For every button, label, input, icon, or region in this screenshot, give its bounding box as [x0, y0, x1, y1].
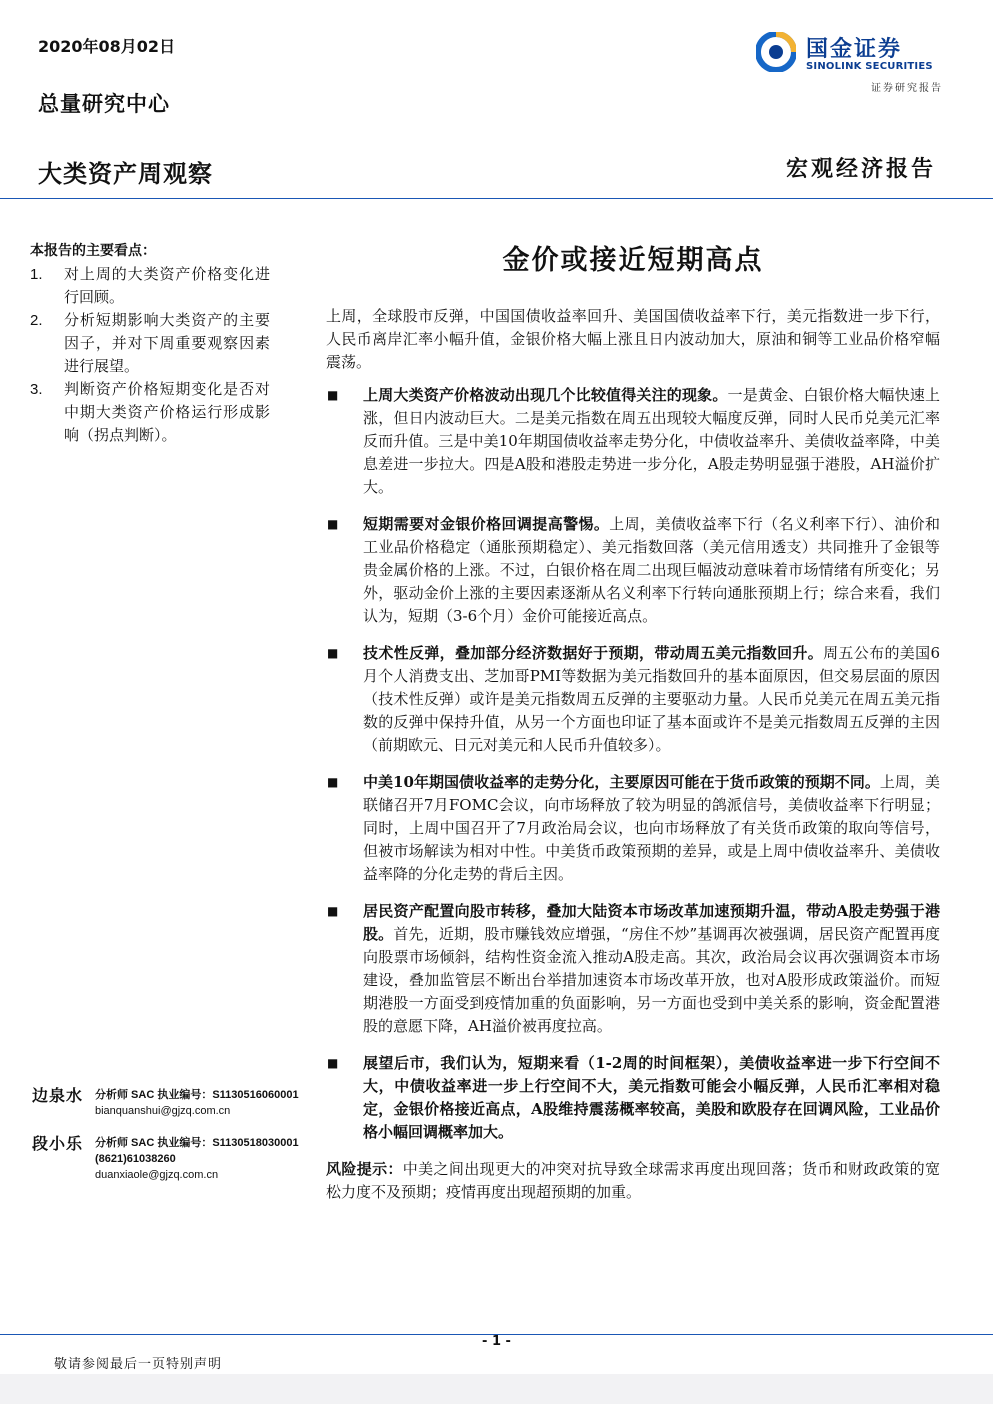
key-point-number: 3.: [30, 381, 43, 398]
square-bullet-icon: ■: [327, 904, 339, 918]
author-meta: [95, 1135, 299, 1183]
bullet-body: 上周，美债收益率下行（名义利率下行）、油价和工业品价格稳定（通胀预期稳定）、美元指数回落（美元信用透支）共同推升了金银等贵金属价格的上涨。不过，白银价格在周二出现巨幅波动意味着市场情绪有所变化；另外，驱动金价上涨的主要因素逐渐从名义利率下行转向通胀预期上行；综合来看，我们认为，短期（3-6个月）金价可能接近高点。: [363, 515, 940, 625]
bullet-lead: 上周大类资产价格波动出现几个比较值得关注的现象。: [363, 386, 728, 404]
intro-paragraph: 上周，全球股市反弹，中国国债收益率回升、美国国债收益率下行，美元指数进一步下行，人民币离岸汇率小幅升值，金银价格大幅上涨且日内波动加大，原油和铜等工业品价格窄幅震荡。: [326, 307, 940, 371]
brand-logo: [756, 30, 946, 78]
key-point-number: 2.: [30, 312, 43, 329]
report-date: 2020年08月02日: [38, 37, 176, 56]
brand-name-en: SINOLINK SECURITIES: [806, 61, 933, 72]
square-bullet-icon: ■: [327, 388, 339, 402]
square-bullet-icon: ■: [327, 1056, 339, 1070]
list-item: [326, 384, 940, 499]
header-divider: [0, 198, 993, 199]
risk-warning: [326, 1158, 940, 1204]
list-item: [30, 309, 270, 378]
bullet-lead: 展望后市，我们认为，短期来看（1-2周的时间框架），美债收益率进一步下行空间不大，中债收益率进一步上行空间不大，美元指数可能会小幅反弹，人民币汇率相对稳定，金银价格接近高点，A股维持震荡概率较高，美股和欧股存在回调风险，工业品价格小幅回调概率加大。: [363, 1054, 940, 1141]
report-title: 金价或接近短期高点: [502, 245, 764, 276]
author-name: 边泉水: [32, 1086, 84, 1105]
main-content: [326, 305, 940, 1204]
list-item: [326, 1052, 940, 1144]
author-title: 分析师 SAC 执业编号：S1130518030001: [95, 1137, 299, 1149]
author-title: 分析师 SAC 执业编号：S1130516060001: [95, 1089, 299, 1101]
bullet-body: 首先，近期，股市赚钱效应增强，“房住不炒”基调再次被强调，居民资产配置再度向股票市场倾斜，结构性资金流入推动A股走高。其次，政治局会议再次强调资本市场建设，叠加监管层不断出台举措加速资本市场改革开放，也对A股形成政策溢价。而短期港股一方面受到疫情加重的负面影响，另一方面也受到中美关系的影响，资金配置港股的意愿下降，AH溢价被再度拉高。: [363, 925, 940, 1035]
research-center: 总量研究中心: [38, 91, 170, 116]
author-meta: [95, 1087, 299, 1119]
list-item: [326, 771, 940, 886]
report-type: 宏观经济报告: [785, 156, 936, 182]
risk-label: 风险提示：: [326, 1160, 403, 1178]
bullet-body: 一是黄金、白银价格大幅快速上涨，但日内波动巨大。二是美元指数在周五出现较大幅度反弹，同时人民币兑美元汇率反而升值。三是中美10年期国债收益率走势分化，中债收益率升、美债收益率降，中美息差进一步拉大。四是A股和港股走势进一步分化，A股走势明显强于港股，AH溢价扩大。: [363, 386, 940, 496]
key-points-heading: 本报告的主要看点：: [30, 243, 156, 259]
square-bullet-icon: ■: [327, 517, 339, 531]
list-item: [326, 642, 940, 757]
bullet-lead: 技术性反弹，叠加部分经济数据好于预期，带动周五美元指数回升。: [363, 644, 824, 662]
list-item: [30, 378, 270, 447]
key-points-list: [30, 263, 270, 447]
brand-subtitle: 证券研究报告: [871, 83, 943, 94]
bullet-lead: 短期需要对金银价格回调提高警惕。: [363, 515, 610, 533]
author-email[interactable]: duanxiaole@gjzq.com.cn: [95, 1169, 219, 1181]
list-item: [30, 263, 270, 309]
author-phone: (8621)61038260: [95, 1153, 176, 1165]
page-number: - 1 -: [482, 1334, 511, 1349]
report-series: 大类资产周观察: [38, 160, 213, 188]
bullet-lead: 居民资产配置向股市转移，叠加大陆资本市场改革加速预期升温，带动A股走势强于港股。: [363, 902, 940, 943]
bullet-body: 上周，美联储召开7月FOMC会议，向市场释放了较为明显的鸽派信号，美债收益率下行明显；同时，上周中国召开了7月政治局会议，也向市场释放了有关货币政策的取向等信号，但被市场解读为相对中性。中美货币政策预期的差异，或是上周中债收益率升、美债收益率降的分化走势的背后主因。: [363, 773, 940, 883]
key-point-text: 分析短期影响大类资产的主要因子，并对下周重要观察因素进行展望。: [64, 311, 270, 375]
bullet-lead: 中美10年期国债收益率的走势分化，主要原因可能在于货币政策的预期不同。: [363, 773, 880, 791]
page-bottom-band: [0, 1374, 993, 1404]
key-point-text: 判断资产价格短期变化是否对中期大类资产价格运行形成影响（拐点判断）。: [64, 380, 270, 444]
square-bullet-icon: ■: [327, 646, 339, 660]
disclaimer-notice: 敬请参阅最后一页特别声明: [54, 1357, 223, 1372]
brand-name-cn: 国金证券: [806, 37, 903, 62]
sidebar-key-points: [30, 240, 270, 447]
list-item: [326, 513, 940, 628]
author-name: 段小乐: [32, 1134, 84, 1153]
risk-text: 中美之间出现更大的冲突对抗导致全球需求再度出现回落；货币和财政政策的宽松力度不及预期；疫情再度出现超预期的加重。: [326, 1160, 940, 1201]
square-bullet-icon: ■: [327, 775, 339, 789]
sinolink-logo-icon: [756, 32, 796, 72]
list-item: [326, 900, 940, 1038]
key-point-number: 1.: [30, 266, 43, 283]
bullet-body: 周五公布的美国6月个人消费支出、芝加哥PMI等数据为美元指数回升的基本面原因，但交易层面的原因（技术性反弹）或许是美元指数周五反弹的主要驱动力量。人民币兑美元在周五美元指数的反弹中保持升值，从另一个方面也印证了基本面或许不是美元指数周五反弹的主因（前期欧元、日元对美元和人民币升值较多）。: [363, 644, 940, 754]
author-email[interactable]: bianquanshui@gjzq.com.cn: [95, 1105, 231, 1117]
key-point-text: 对上周的大类资产价格变化进行回顾。: [64, 265, 270, 306]
